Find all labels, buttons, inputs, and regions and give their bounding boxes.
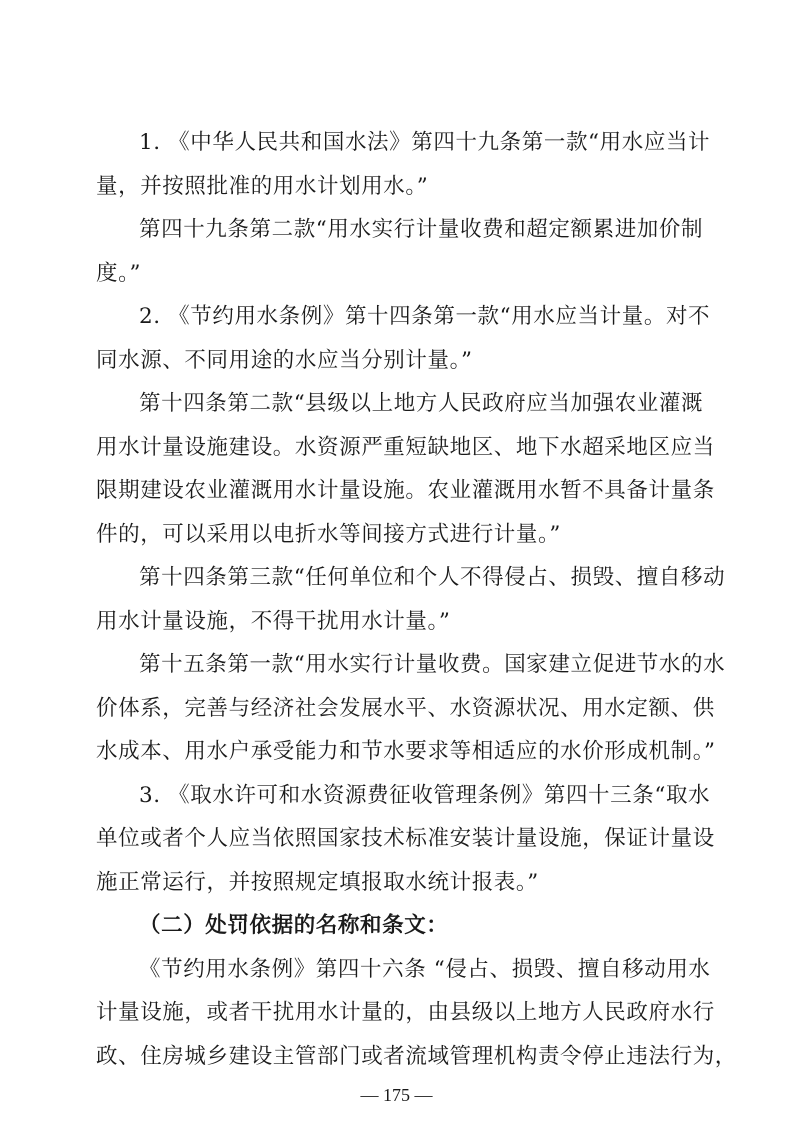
- paragraph-line: 用水计量设施建设。水资源严重短缺地区、地下水超采地区应当: [96, 435, 715, 460]
- paragraph-line: 《节约用水条例》第四十六条 “侵占、损毁、擅自移动用水: [139, 957, 711, 982]
- paragraph-line: 计量设施，或者干扰用水计量的，由县级以上地方人民政府水行: [96, 1000, 715, 1025]
- paragraph-line: 量，并按照批准的用水计划用水。”: [96, 174, 429, 199]
- section-heading: （二）处罚依据的名称和条文：: [139, 913, 449, 938]
- paragraph-line: 用水计量设施，不得干扰用水计量。”: [96, 609, 451, 634]
- paragraph-line: 施正常运行，并按照规定填报取水统计报表。”: [96, 870, 539, 895]
- paragraph-line: 水成本、用水户承受能力和节水要求等相适应的水价形成机制。”: [96, 739, 716, 764]
- paragraph-line: 1. 《中华人民共和国水法》第四十九条第一款“用水应当计: [139, 130, 711, 155]
- paragraph-line: 度。”: [96, 261, 142, 286]
- paragraph-line: 价体系，完善与经济社会发展水平、水资源状况、用水定额、供: [96, 696, 715, 721]
- paragraph-line: 件的，可以采用以电折水等间接方式进行计量。”: [96, 522, 561, 547]
- paragraph-line: 政、住房城乡建设主管部门或者流域管理机构责令停止违法行为，: [96, 1044, 737, 1069]
- paragraph-line: 限期建设农业灌溉用水计量设施。农业灌溉用水暂不具备计量条: [96, 478, 715, 503]
- paragraph-line: 第十四条第三款“任何单位和个人不得侵占、损毁、擅自移动: [139, 565, 726, 590]
- paragraph-line: 第十五条第一款“用水实行计量收费。国家建立促进节水的水: [139, 652, 726, 677]
- page-number: — 175 —: [360, 1085, 433, 1105]
- paragraph-line: 第四十九条第二款“用水实行计量收费和超定额累进加价制: [139, 217, 704, 242]
- paragraph-line: 单位或者个人应当依照国家技术标准安装计量设施，保证计量设: [96, 826, 715, 851]
- paragraph-line: 第十四条第二款“县级以上地方人民政府应当加强农业灌溉: [139, 391, 704, 416]
- paragraph-line: 同水源、不同用途的水应当分别计量。”: [96, 348, 473, 373]
- paragraph-line: 3. 《取水许可和水资源费征收管理条例》第四十三条“取水: [139, 783, 711, 808]
- paragraph-line: 2. 《节约用水条例》第十四条第一款“用水应当计量。对不: [139, 304, 711, 329]
